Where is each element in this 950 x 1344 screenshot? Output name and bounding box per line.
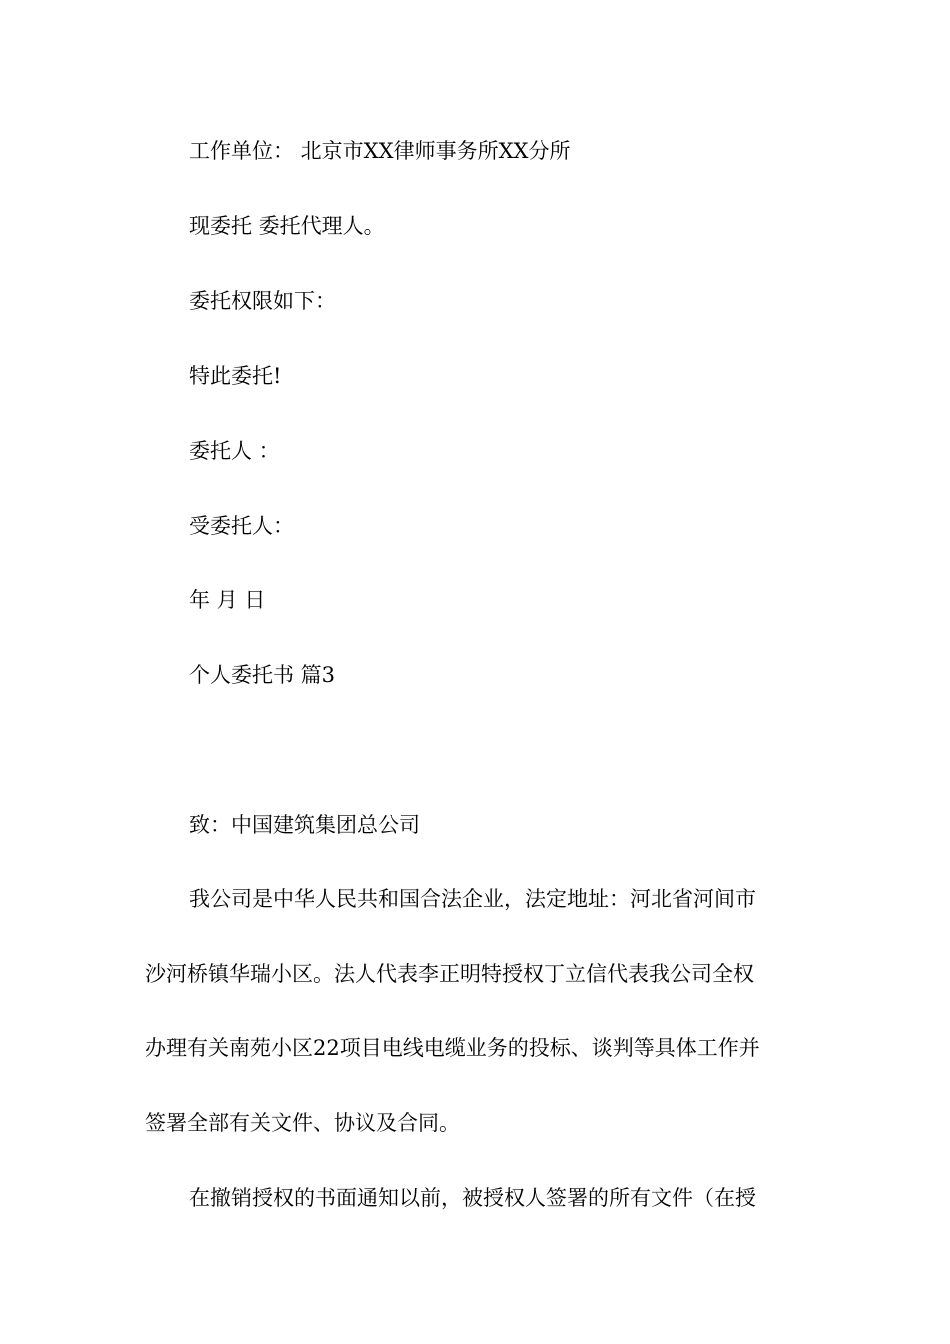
entrust-agent-line: 现委托 委托代理人。 [189, 214, 385, 238]
principal-signature-line: 委托人 ： [189, 439, 280, 463]
work-unit-line: 工作单位： 北京市XX律师事务所XX分所 [189, 139, 571, 163]
body-paragraph-1-line-1: 我公司是中华人民共和国合法企业，法定地址：河北省河间市 [189, 887, 756, 911]
body-paragraph-1-line-4: 签署全部有关文件、协议及合同。 [145, 1111, 460, 1135]
date-line: 年 月 日 [189, 588, 266, 612]
addressee-line: 致：中国建筑集团总公司 [189, 813, 420, 837]
body-paragraph-2-line-1: 在撤销授权的书面通知以前，被授权人签署的所有文件（在授 [189, 1186, 756, 1210]
body-paragraph-1-line-3: 办理有关南苑小区22项目电线电缆业务的投标、谈判等具体工作并 [145, 1036, 760, 1060]
body-paragraph-1-line-2: 沙河桥镇华瑞小区。法人代表李正明特授权丁立信代表我公司全权 [145, 962, 754, 986]
hereby-entrust-line: 特此委托! [189, 364, 282, 388]
section-heading: 个人委托书 篇3 [189, 663, 336, 687]
authority-scope-line: 委托权限如下： [189, 289, 336, 313]
agent-signature-line: 受委托人： [189, 514, 294, 538]
